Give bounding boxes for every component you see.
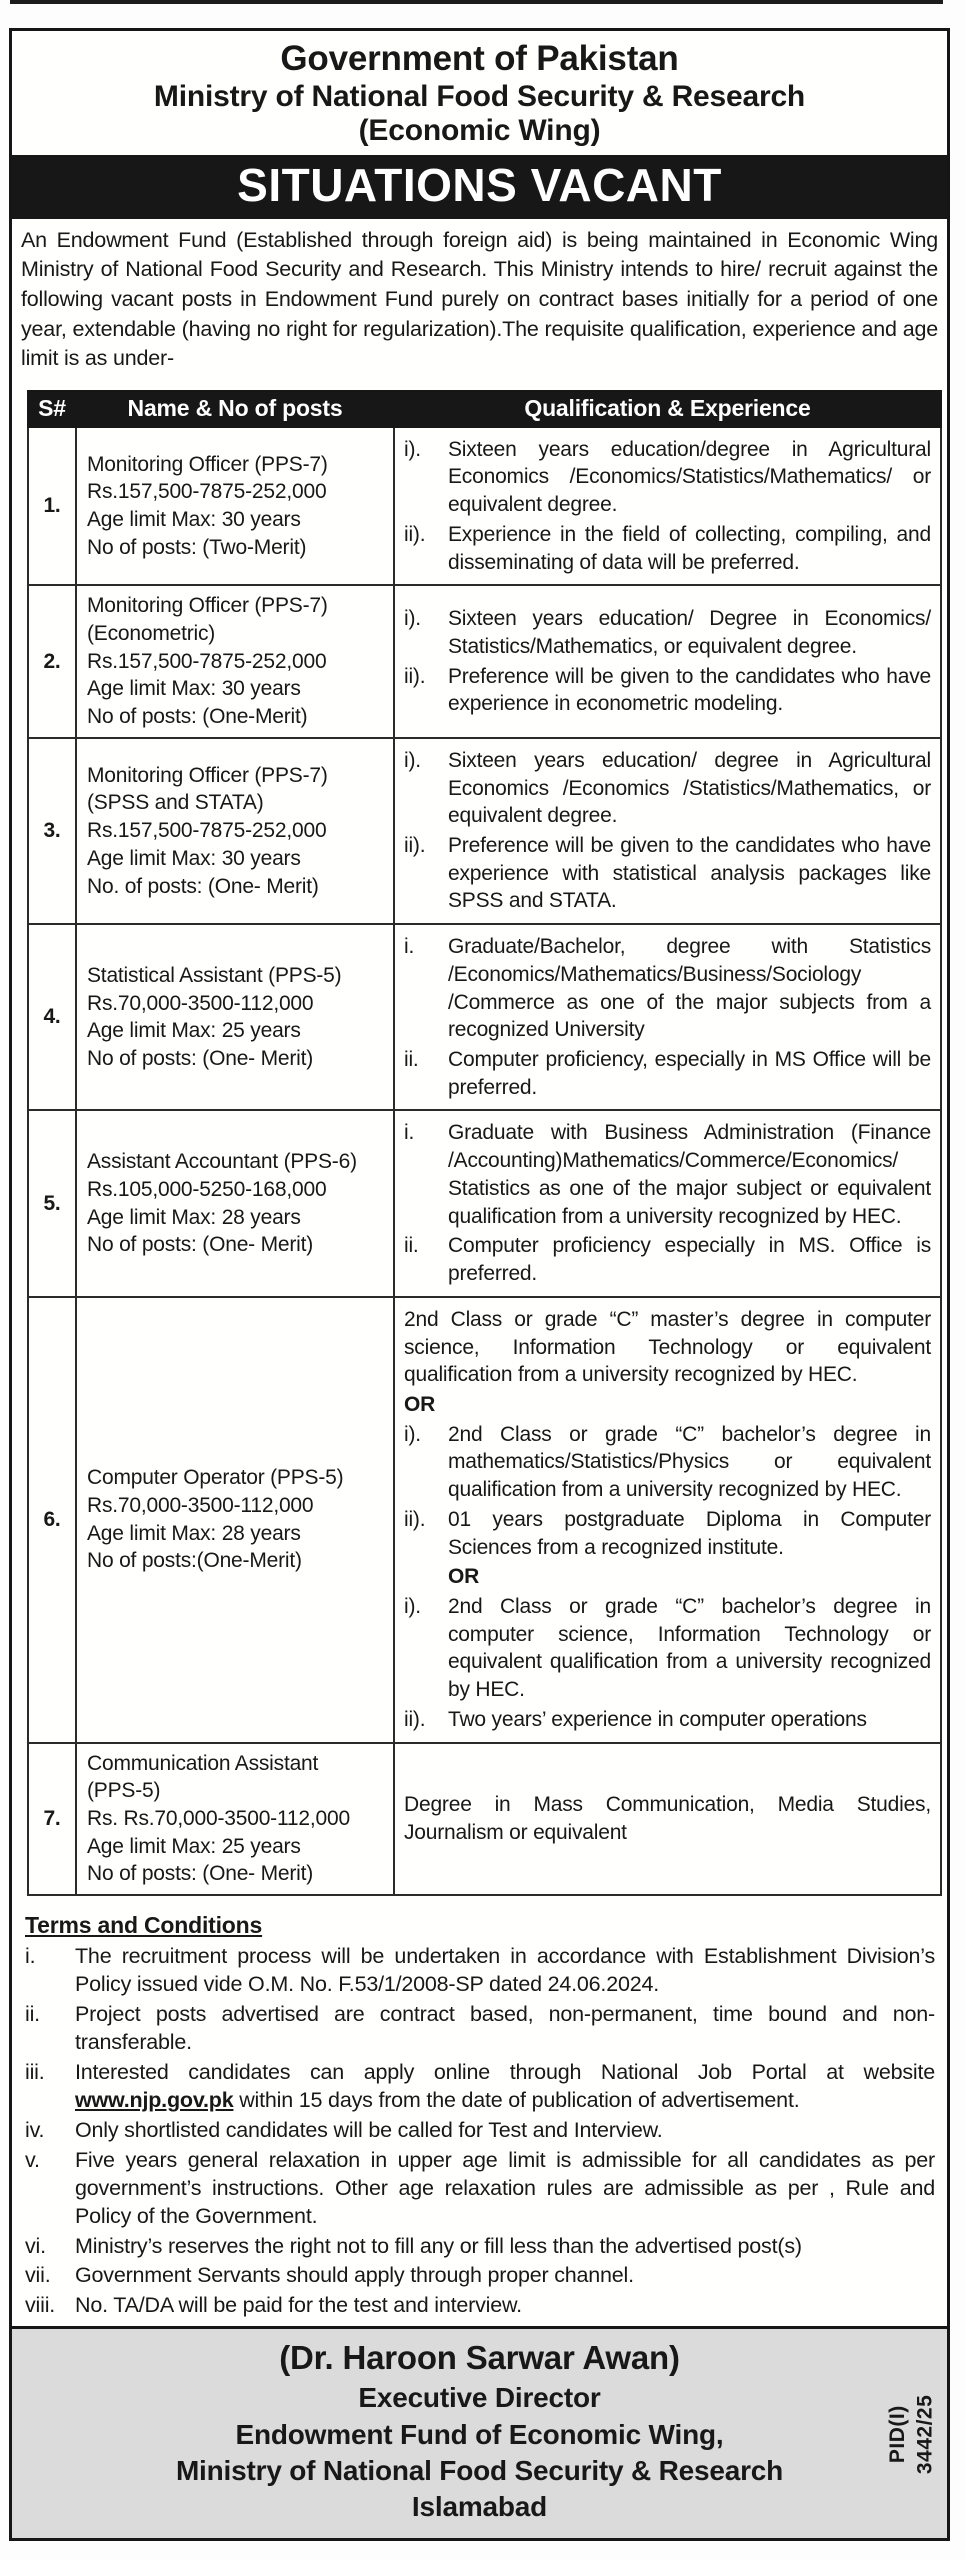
post-row xyxy=(28,1297,941,1743)
list-marker: i). xyxy=(404,1594,421,1618)
post-details-cell xyxy=(76,738,394,924)
terms-item xyxy=(25,2117,935,2145)
qualification-text: Graduate with Business Administration (Finance /Accounting)Mathematics/Commerce/Economics/ Statistics as one of the major subject or equivalent qualification from a university recognized by HEC. xyxy=(448,1121,931,1228)
post-detail-line: No of posts:(One-Merit) xyxy=(87,1549,302,1573)
qualification-item xyxy=(404,1706,931,1734)
qualification-text: Experience in the field of collecting, compiling, and disseminating of data will be preferred. xyxy=(448,522,931,574)
qualification-item xyxy=(404,521,931,576)
post-detail-line: Rs.70,000-3500-112,000 xyxy=(87,1493,314,1517)
qualification-item xyxy=(404,1306,931,1389)
list-marker: ii). xyxy=(404,834,426,857)
post-detail-line: No of posts: (One- Merit) xyxy=(87,1233,314,1257)
qualification-text: Graduate/Bachelor, degree with Statistics /Economics/Mathematics/Business/Sociology /Commerce as one of the major subjects from a recognized University xyxy=(448,935,931,1042)
post-row xyxy=(28,738,941,924)
list-marker: i. xyxy=(404,935,415,959)
col-header-serial: S# xyxy=(28,391,76,427)
serial-number: 4. xyxy=(28,924,76,1110)
ministry-title: Ministry of National Food Security & Research xyxy=(153,79,806,113)
situations-vacant-banner: SITUATIONS VACANT xyxy=(12,155,947,219)
post-detail-line: Age limit Max: 30 years xyxy=(87,677,301,701)
post-detail-line: Statistical Assistant (PPS-5) xyxy=(87,963,342,987)
terms-item-marker: ii. xyxy=(25,2002,40,2027)
post-details-cell xyxy=(76,1110,394,1296)
list-marker: ii). xyxy=(404,664,426,688)
serial-number: 7. xyxy=(28,1743,76,1896)
terms-item xyxy=(25,2001,935,2057)
post-detail-line: Rs.105,000-5250-168,000 xyxy=(87,1177,327,1201)
post-detail-line: No of posts: (One-Merit) xyxy=(87,705,308,729)
terms-item-text: Five years general relaxation in upper age limit is admissible for all candidates as per government’s instructions. Other age relaxation rules are admissible as per , Rule and Policy of the Government. xyxy=(75,2147,935,2228)
qualification-text: 01 years postgraduate Diploma in Computer Sciences from a recognized institute. xyxy=(448,1507,931,1559)
government-title: Government of Pakistan xyxy=(280,39,679,78)
qualification-item xyxy=(404,605,931,660)
post-detail-line: Age limit Max: 25 years xyxy=(87,1019,301,1043)
posts-table xyxy=(27,390,942,1896)
qualification-text: OR xyxy=(448,1565,480,1589)
terms-item-marker: viii. xyxy=(25,2293,56,2318)
qualification-item xyxy=(404,1232,931,1287)
signatory-city: Islamabad xyxy=(411,2491,548,2523)
njp-website-link: www.njp.gov.pk xyxy=(75,2087,234,2112)
top-divider-rule xyxy=(10,0,943,4)
terms-item xyxy=(25,2262,935,2290)
post-detail-line: Rs.157,500-7875-252,000 xyxy=(87,480,327,504)
post-detail-line: Rs.157,500-7875-252,000 xyxy=(87,819,327,843)
qualification-text: OR xyxy=(404,1392,436,1416)
ad-header xyxy=(12,31,947,151)
terms-item-marker: vii. xyxy=(25,2263,51,2288)
qualification-text: Degree in Mass Communication, Media Studies, Journalism or equivalent xyxy=(404,1793,931,1844)
terms-item-marker: vi. xyxy=(25,2233,46,2258)
qualification-cell xyxy=(394,924,941,1110)
col-header-name-posts: Name & No of posts xyxy=(76,391,394,427)
signatory-name: (Dr. Haroon Sarwar Awan) xyxy=(279,2339,680,2377)
list-marker: i). xyxy=(404,607,421,631)
post-detail-line: Monitoring Officer (PPS-7) xyxy=(87,594,328,618)
serial-number: 3. xyxy=(28,738,76,924)
list-marker: i). xyxy=(404,748,421,772)
serial-number: 6. xyxy=(28,1297,76,1743)
qualification-cell xyxy=(394,585,941,738)
qualification-item xyxy=(404,1593,931,1704)
list-marker: i). xyxy=(404,1422,421,1446)
post-detail-line: Age limit Max: 28 years xyxy=(87,1205,301,1229)
list-marker: i). xyxy=(404,437,421,461)
terms-item-text: Interested candidates can apply online through National Job Portal at website www.njp.gov.pk within 15 days from the date of publication of advertisement. xyxy=(75,2059,935,2112)
post-details-cell xyxy=(76,585,394,738)
post-detail-line: Computer Operator (PPS-5) xyxy=(87,1466,344,1490)
post-detail-line: Monitoring Officer (PPS-7) xyxy=(87,763,328,787)
qualification-cell xyxy=(394,1743,941,1896)
or-separator xyxy=(448,1563,931,1591)
advertisement-box xyxy=(9,28,950,2541)
serial-number: 5. xyxy=(28,1110,76,1296)
post-detail-line: Communication Assistant xyxy=(87,1751,319,1775)
qualification-text: 2nd Class or grade “C” bachelor’s degree in computer science, Information Technology or equivalent qualification from a university recognized by HEC. xyxy=(448,1594,931,1702)
qualification-text: Sixteen years education/ Degree in Economics/ Statistics/Mathematics, or equivalent degree. xyxy=(448,607,931,658)
post-details-cell xyxy=(76,1297,394,1743)
post-row xyxy=(28,585,941,738)
terms-item-marker: iii. xyxy=(25,2059,45,2084)
post-detail-line: (Econometric) xyxy=(87,621,216,645)
terms-item-marker: v. xyxy=(25,2147,40,2172)
post-detail-line: No of posts: (One- Merit) xyxy=(87,1862,314,1886)
terms-item-text: Project posts advertised are contract based, non-permanent, time bound and non-transferable. xyxy=(75,2002,935,2054)
intro-paragraph: An Endowment Fund (Established through foreign aid) is being maintained in Economic Wing Ministry of National Food Security and Research. This Ministry intends to hire/ recruit against the following vacant posts in Endowment Fund purely on contract bases initially for a period of one year, extendable (having no right for regularization).The requisite qualification, experience and age limit is as under- xyxy=(21,227,938,371)
post-detail-line: Monitoring Officer (PPS-7) xyxy=(87,452,328,476)
post-detail-line: Age limit Max: 30 years xyxy=(87,507,301,531)
terms-item xyxy=(25,2059,935,2115)
qualification-item xyxy=(404,747,931,830)
post-detail-line: Rs. Rs.70,000-3500-112,000 xyxy=(87,1807,350,1830)
terms-item xyxy=(25,2147,935,2231)
qualification-cell xyxy=(394,1110,941,1296)
pid-number: PID(I) 3442/25 xyxy=(886,2393,937,2474)
post-detail-line: No. of posts: (One- Merit) xyxy=(87,874,319,898)
terms-item-text: No. TA/DA will be paid for the test and interview. xyxy=(75,2293,522,2318)
terms-item xyxy=(25,2292,935,2320)
qualification-item xyxy=(404,933,931,1044)
header-row xyxy=(28,391,941,427)
list-marker: ii). xyxy=(404,522,426,546)
terms-list xyxy=(25,1943,935,2320)
qualification-item xyxy=(404,1421,931,1504)
post-row xyxy=(28,1743,941,1896)
terms-item-marker: iv. xyxy=(25,2117,45,2142)
terms-item xyxy=(25,1943,935,1999)
list-marker: ii). xyxy=(404,1707,426,1731)
qualification-text: Preference will be given to the candidates who have experience in econometric modeling. xyxy=(448,664,931,716)
qualification-item xyxy=(404,1791,931,1846)
post-row xyxy=(28,1110,941,1296)
post-detail-line: No of posts: (Two-Merit) xyxy=(87,535,307,559)
signatory-org-line2: Ministry of National Food Security & Research xyxy=(175,2455,784,2487)
post-detail-line: Age limit Max: 28 years xyxy=(87,1521,301,1545)
col-header-qualification: Qualification & Experience xyxy=(394,391,941,427)
post-details-cell xyxy=(76,924,394,1110)
serial-number: 1. xyxy=(28,427,76,586)
posts-table-header xyxy=(28,391,941,427)
list-marker: ii. xyxy=(404,1048,419,1072)
list-marker: ii. xyxy=(404,1234,419,1258)
signatory-designation: Executive Director xyxy=(358,2382,601,2414)
qualification-item xyxy=(404,1046,931,1101)
post-detail-line: (SPSS and STATA) xyxy=(87,791,264,815)
terms-item-marker: i. xyxy=(25,1944,36,1969)
qualification-item xyxy=(404,1119,931,1230)
or-separator xyxy=(404,1391,931,1419)
qualification-cell xyxy=(394,738,941,924)
qualification-item xyxy=(404,832,931,915)
post-detail-line: Assistant Accountant (PPS-6) xyxy=(87,1150,357,1174)
list-marker: i. xyxy=(404,1121,415,1145)
post-detail-line: Age limit Max: 30 years xyxy=(87,846,301,870)
qualification-text: Computer proficiency, especially in MS Office will be preferred. xyxy=(448,1048,931,1099)
terms-item-text: Ministry’s reserves the right not to fill any or fill less than the advertised post(s) xyxy=(75,2233,802,2258)
list-marker: ii). xyxy=(404,1507,426,1531)
qualification-text: Computer proficiency especially in MS. Office is preferred. xyxy=(448,1234,931,1286)
qualification-text: Sixteen years education/ degree in Agricultural Economics /Economics /Statistics/Mathematics, or equivalent degree. xyxy=(448,748,931,828)
post-row xyxy=(28,924,941,1110)
posts-table-body xyxy=(28,427,941,1896)
post-row xyxy=(28,427,941,586)
qualification-cell xyxy=(394,1297,941,1743)
post-detail-line: Rs.157,500-7875-252,000 xyxy=(87,649,327,673)
terms-section xyxy=(12,1904,947,2326)
terms-item-text: Only shortlisted candidates will be called for Test and Interview. xyxy=(75,2117,663,2142)
post-details-cell xyxy=(76,427,394,586)
post-detail-line: (PPS-5) xyxy=(87,1779,161,1803)
qualification-text: Sixteen years education/degree in Agricultural Economics /Economics/Statistics/Mathematics/ or equivalent degree. xyxy=(448,437,931,517)
post-detail-line: Rs.70,000-3500-112,000 xyxy=(87,991,314,1015)
post-details-cell xyxy=(76,1743,394,1896)
qualification-item xyxy=(404,663,931,718)
qualification-text: 2nd Class or grade “C” bachelor’s degree in mathematics/Statistics/Physics or equivalent qualification from a university recognized by HEC. xyxy=(448,1422,931,1502)
signatory-org-line1: Endowment Fund of Economic Wing, xyxy=(235,2418,724,2450)
signature-block xyxy=(12,2326,947,2537)
qualification-text: Two years’ experience in computer operations xyxy=(448,1707,867,1731)
post-detail-line: Age limit Max: 25 years xyxy=(87,1834,301,1858)
terms-heading: Terms and Conditions xyxy=(25,1912,263,1939)
terms-item-text: Government Servants should apply through proper channel. xyxy=(75,2263,634,2288)
terms-item-text: The recruitment process will be undertaken in accordance with Establishment Division’s Policy issued vide O.M. No. F.53/1/2008-SP dated 24.06.2024. xyxy=(75,1944,935,1997)
qualification-item xyxy=(404,1506,931,1561)
serial-number: 2. xyxy=(28,585,76,738)
wing-subtitle: (Economic Wing) xyxy=(358,114,601,148)
qualification-text: Preference will be given to the candidates who have experience with statistical analysis packages like SPSS and STATA. xyxy=(448,834,931,913)
qualification-item xyxy=(404,436,931,519)
terms-item xyxy=(25,2233,935,2261)
post-detail-line: No of posts: (One- Merit) xyxy=(87,1047,314,1071)
qualification-text: 2nd Class or grade “C” master’s degree in computer science, Information Technology or equivalent qualification from a university recognized by HEC. xyxy=(404,1307,931,1387)
qualification-cell xyxy=(394,427,941,586)
